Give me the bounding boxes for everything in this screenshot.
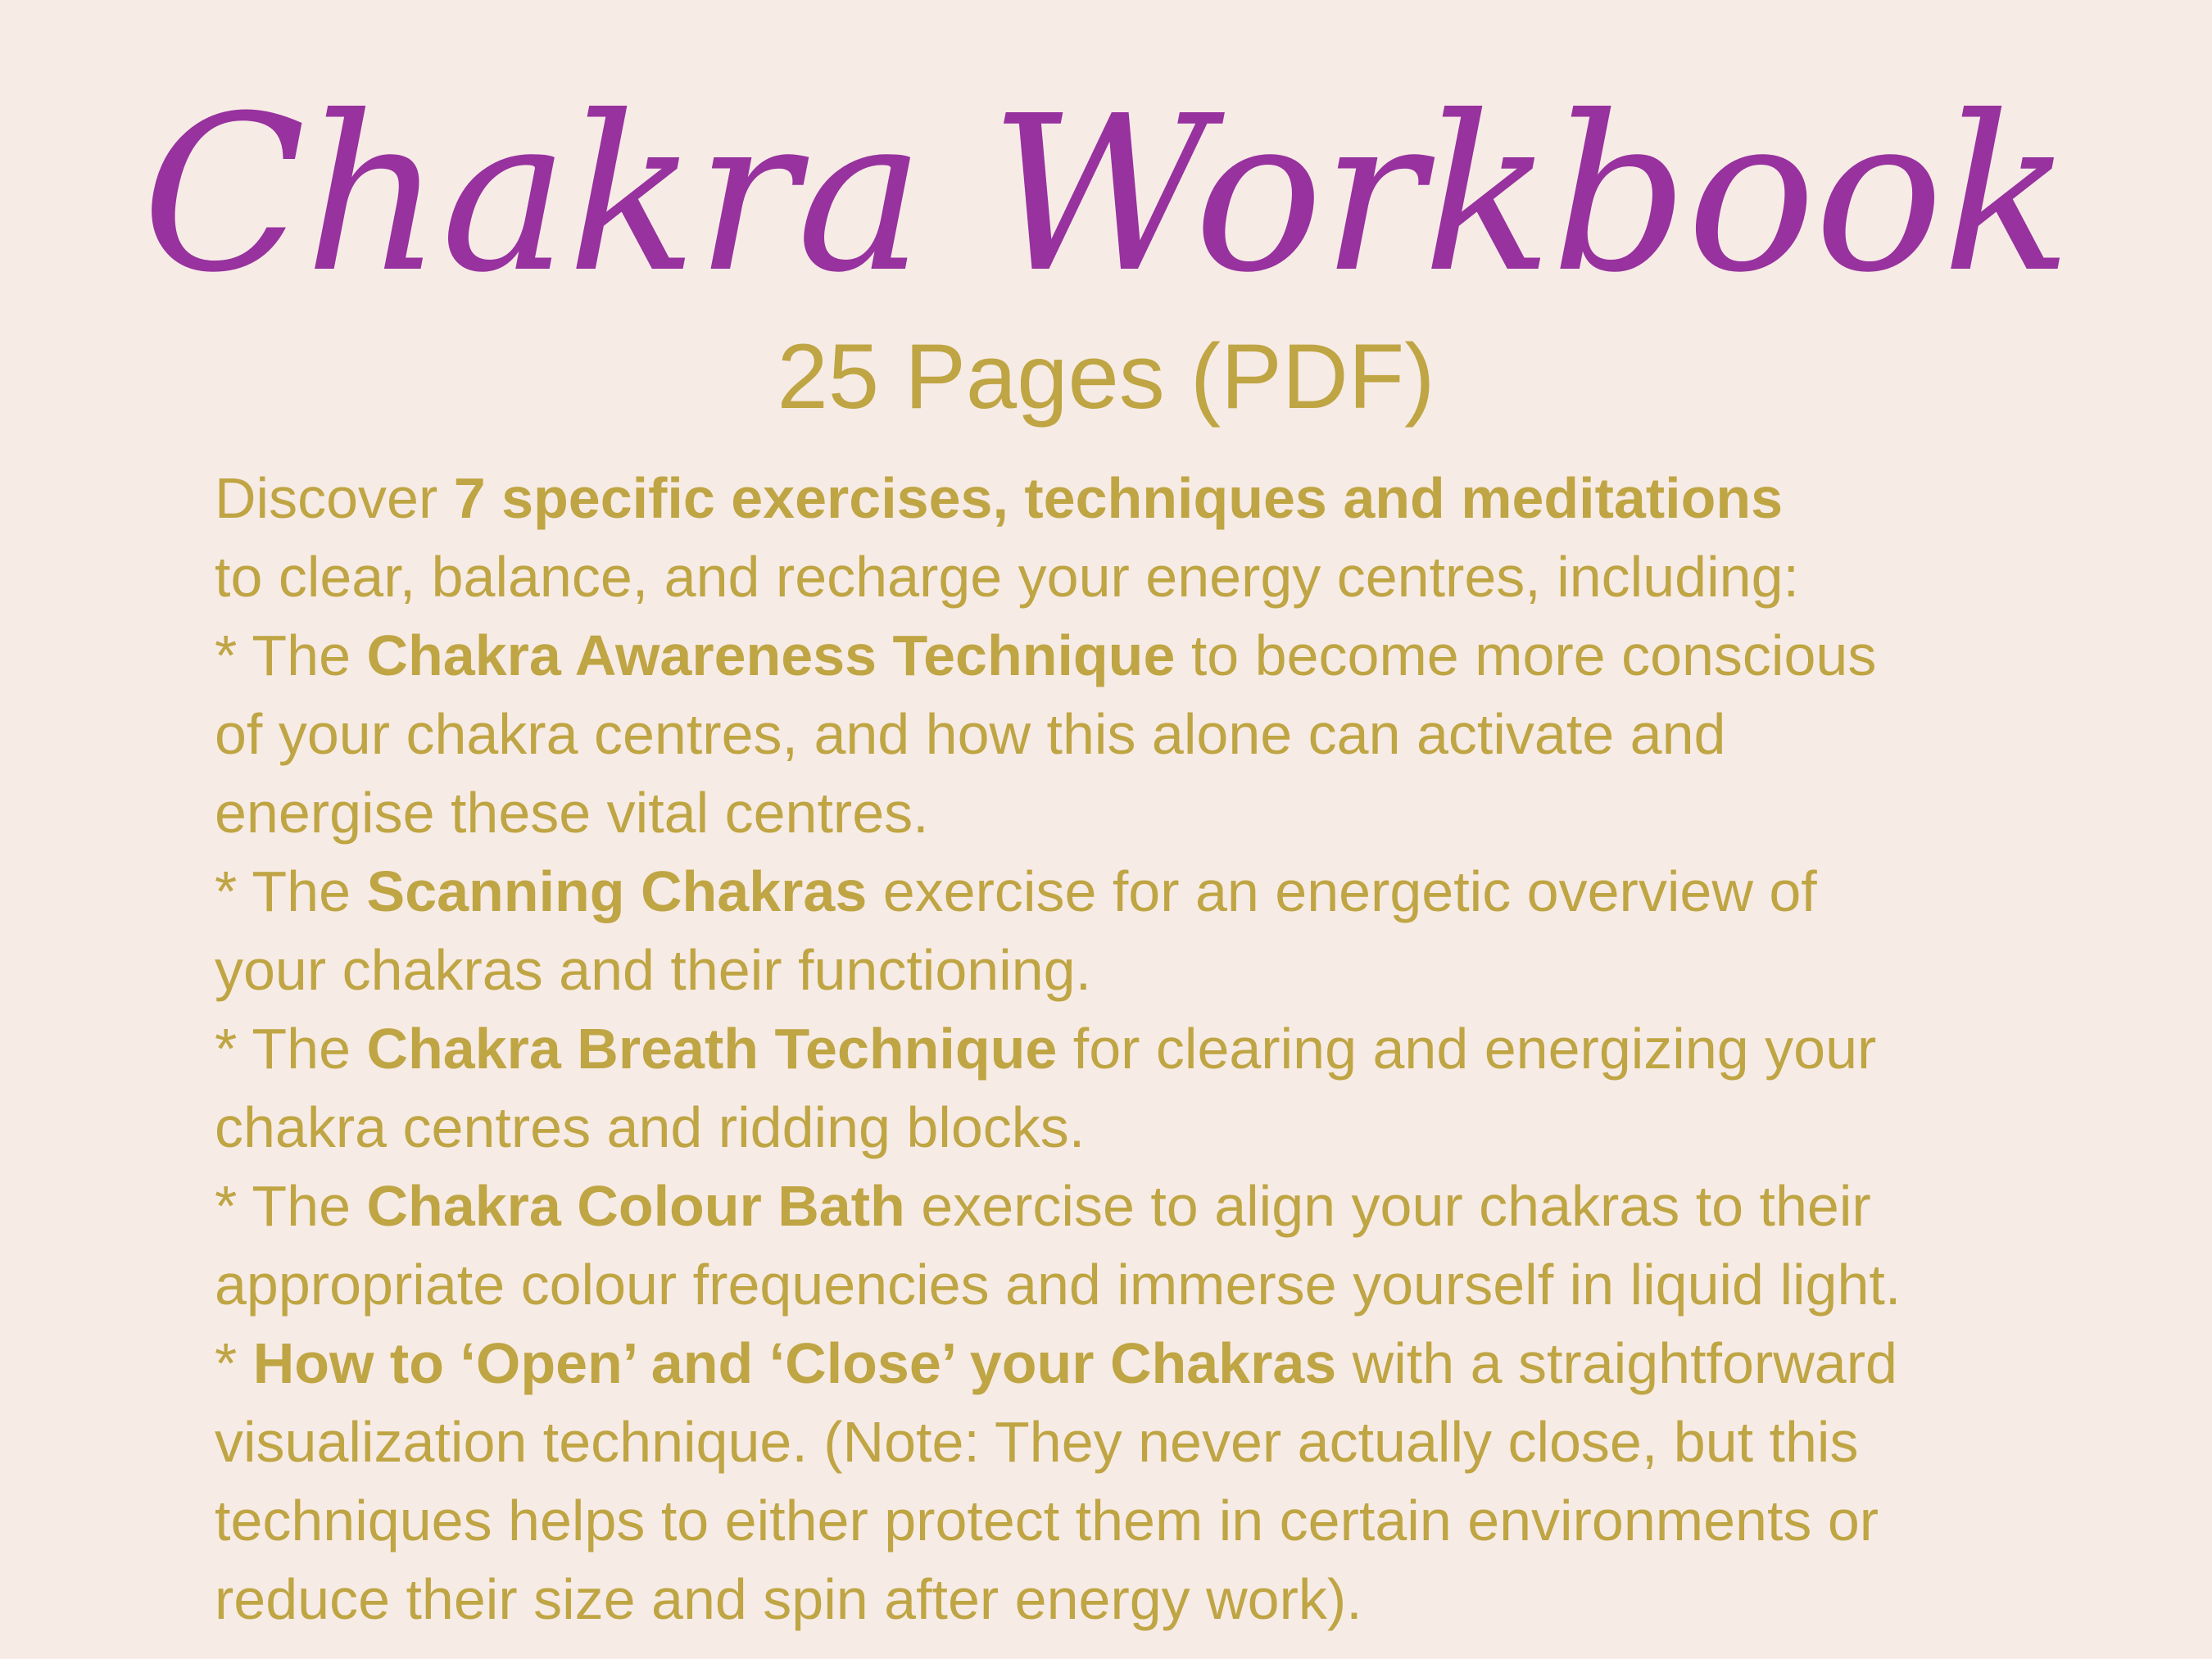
continuation-line: chakra centres and ridding blocks.: [215, 1095, 1086, 1159]
continuation-line: appropriate colour frequencies and immerse yourself in liquid light.: [215, 1253, 1902, 1317]
technique-description: exercise for an energetic overview of: [867, 859, 1817, 923]
page-subtitle: 25 Pages (PDF): [777, 325, 1435, 428]
intro-highlight: 7 specific exercises, techniques and meditations: [453, 466, 1784, 530]
technique-name: How to ‘Open’ and ‘Close’ your Chakras: [252, 1331, 1337, 1395]
bullet: * The: [215, 1174, 367, 1238]
technique-name: Chakra Awareness Technique: [366, 623, 1176, 687]
continuation-line: visualization technique. (Note: They never actually close, but this: [215, 1410, 1859, 1474]
list-item: [215, 1324, 2197, 1639]
technique-description: with a straightforward: [1336, 1331, 1897, 1395]
list-item: [215, 1009, 2197, 1167]
continuation-line: of your chakra centres, and how this alone can activate and: [215, 702, 1726, 766]
list-item: [215, 1167, 2197, 1324]
technique-name: Scanning Chakras: [366, 859, 868, 923]
technique-name: Chakra Breath Technique: [366, 1017, 1058, 1081]
intro-line-2: to clear, balance, and recharge your energy centres, including:: [215, 545, 1799, 609]
bullet: * The: [215, 859, 367, 923]
list-item: [215, 852, 2197, 1009]
continuation-line: reduce their size and spin after energy work).: [215, 1567, 1362, 1631]
continuation-line: your chakras and their functioning.: [215, 938, 1092, 1002]
description-body: [215, 459, 2197, 1639]
list-item: [215, 616, 2197, 852]
page-title: Chakra Workbook: [141, 70, 2071, 320]
technique-name: Chakra Colour Bath: [366, 1174, 905, 1238]
continuation-line: techniques helps to either protect them in certain environments or: [215, 1489, 1879, 1552]
intro-line-1: [215, 459, 2197, 537]
bullet: *: [215, 1331, 253, 1395]
bullet: * The: [215, 1017, 367, 1081]
technique-description: exercise to align your chakras to their: [904, 1174, 1871, 1238]
bullet: * The: [215, 623, 367, 687]
technique-description: to become more conscious: [1175, 623, 1877, 687]
continuation-line: energise these vital centres.: [215, 781, 929, 845]
intro-prefix: Discover: [215, 466, 454, 530]
technique-description: for clearing and energizing your: [1057, 1017, 1877, 1081]
